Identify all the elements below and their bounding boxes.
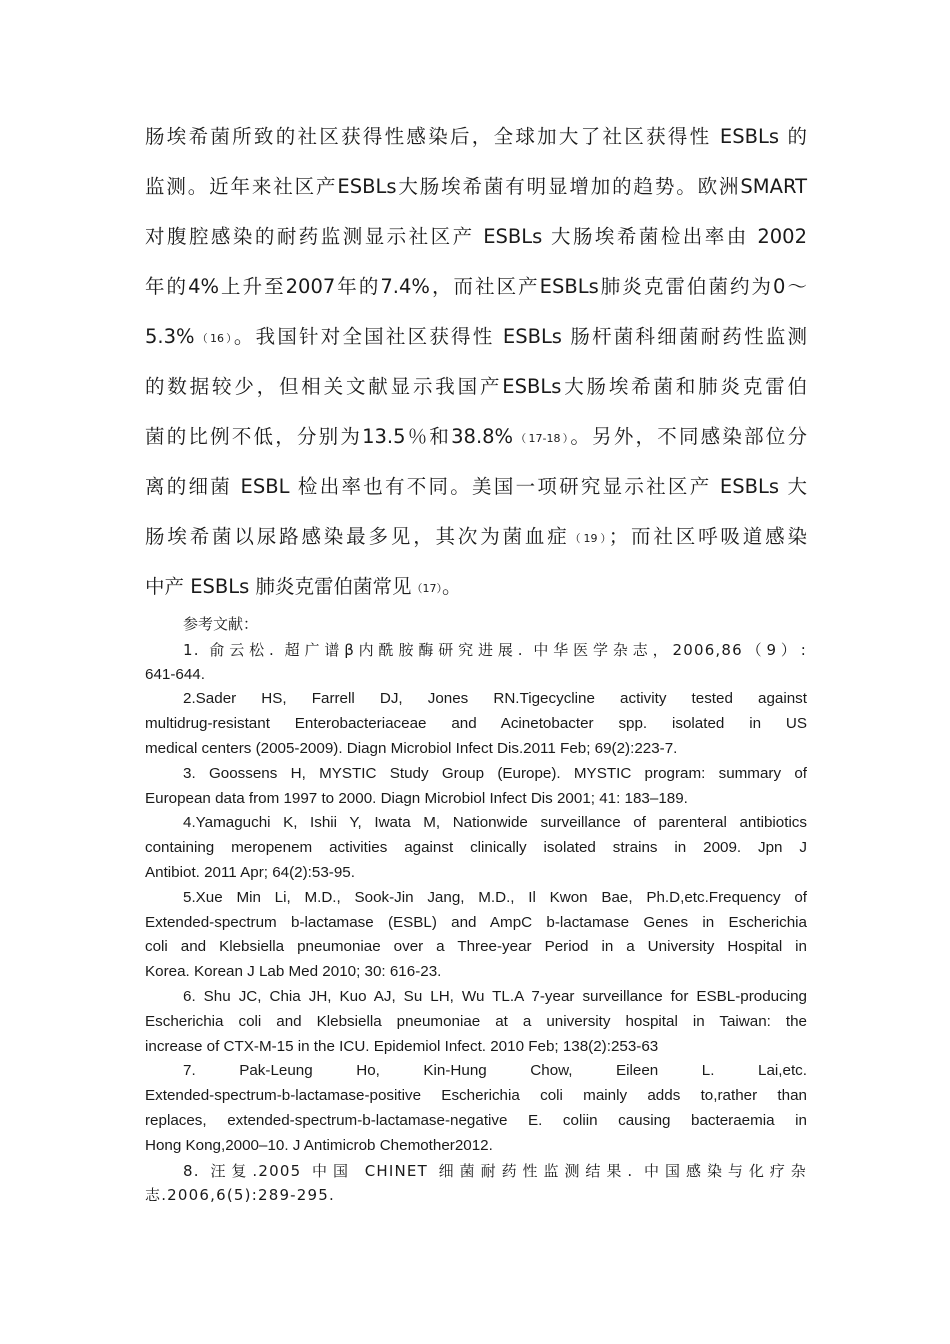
- reference-line: Escherichia coli and Klebsiella pneumoniae at a university hospital in Taiwan: the: [145, 1012, 807, 1030]
- line-text: 菌的比例不低，分别为13.5％和38.8%: [145, 425, 514, 448]
- citation-mark: （16）: [194, 332, 234, 345]
- reference-line: Extended-spectrum b-lactamase (ESBL) and AmpC b-lactamase Genes in Escherichia: [145, 913, 807, 931]
- reference-line: European data from 1997 to 2000. Diagn Microbiol Infect Dis 2001; 41: 183–189.: [145, 789, 688, 807]
- line-text: 对腹腔感染的耐药监测显示社区产 ESBLs 大肠埃希菌检出率由 2002: [145, 225, 807, 248]
- paragraph-line: [145, 562, 807, 612]
- reference-line: 6. Shu JC, Chia JH, Kuo AJ, Su LH, Wu TL.A 7-year surveillance for ESBL-producing: [183, 987, 807, 1005]
- line-text: 监测。近年来社区产ESBLs大肠埃希菌有明显增加的趋势。欧洲SMART: [145, 175, 807, 198]
- paragraph-line: [145, 412, 807, 462]
- reference-line: 志.2006,6(5):289-295.: [145, 1186, 335, 1205]
- reference-line: 3. Goossens H, MYSTIC Study Group (Europe). MYSTIC program: summary of: [183, 764, 807, 782]
- citation-mark: （19）: [569, 532, 609, 545]
- references-section: [145, 612, 807, 1208]
- reference-line: 4.Yamaguchi K, Ishii Y, Iwata M, Nationwide surveillance of parenteral antibiotics: [183, 814, 807, 832]
- reference-line: 1. 俞云松. 超广谱β内酰胺酶研究进展. 中华医学杂志，2006,86（9）:: [183, 640, 807, 659]
- reference-line: 641-644.: [145, 665, 205, 683]
- citation-mark: （17-18）: [513, 432, 571, 445]
- line-text-after: 。我国针对全国社区获得性 ESBLs 肠杆菌科细菌耐药性监测: [233, 325, 808, 348]
- line-text-after: ；而社区呼吸道感染: [608, 525, 807, 548]
- paragraph-line: [145, 262, 807, 312]
- paragraph-line: [145, 312, 807, 362]
- reference-line: Korea. Korean J Lab Med 2010; 30: 616-23.: [145, 963, 442, 981]
- line-text: 中产 ESBLs 肺炎克雷伯菌常见: [145, 575, 412, 598]
- line-text: 肠埃希菌所致的社区获得性感染后，全球加大了社区获得性 ESBLs 的: [145, 125, 807, 148]
- reference-line: 2.Sader HS, Farrell DJ, Jones RN.Tigecycline activity tested against: [183, 690, 807, 708]
- paragraph-line: [145, 112, 807, 162]
- reference-line: 8. 汪复.2005 中国 CHINET 细菌耐药性监测结果. 中国感染与化疗杂: [183, 1161, 807, 1180]
- body-paragraph: [145, 112, 807, 612]
- reference-line: 7. Pak-Leung Ho, Kin-Hung Chow, Eileen L. Lai,etc.: [183, 1062, 807, 1080]
- paragraph-line: [145, 162, 807, 212]
- reference-line: Hong Kong,2000–10. J Antimicrob Chemother2012.: [145, 1136, 493, 1154]
- reference-line: 5.Xue Min Li, M.D., Sook-Jin Jang, M.D., Il Kwon Bae, Ph.D,etc.Frequency of: [183, 888, 807, 906]
- line-text: 肠埃希菌以尿路感染最多见，其次为菌血症: [145, 525, 570, 548]
- references-list: [145, 638, 807, 1208]
- reference-line: coli and Klebsiella pneumoniae over a Three-year Period in a University Hospital in: [145, 938, 807, 956]
- reference-line: Antibiot. 2011 Apr; 64(2):53-95.: [145, 863, 355, 881]
- line-text: 年的4%上升至2007年的7.4%，而社区产ESBLs肺炎克雷伯菌约为0～: [145, 275, 807, 298]
- line-text: 的数据较少，但相关文献显示我国产ESBLs大肠埃希菌和肺炎克雷伯: [145, 375, 807, 398]
- reference-line: replaces, extended-spectrum-b-lactamase-negative E. coliin causing bacteraemia in: [145, 1111, 807, 1129]
- line-text: 离的细菌 ESBL 检出率也有不同。美国一项研究显示社区产 ESBLs 大: [145, 475, 807, 498]
- references-title: 参考文献：: [183, 615, 259, 633]
- reference-line: increase of CTX-M-15 in the ICU. Epidemiol Infect. 2010 Feb; 138(2):253-63: [145, 1037, 659, 1055]
- paragraph-line: [145, 362, 807, 412]
- paragraph-line: [145, 512, 807, 562]
- line-text: 5.3%: [145, 325, 195, 348]
- paragraph-line: [145, 462, 807, 512]
- reference-line: containing meropenem activities against clinically isolated strains in 2009. Jpn J: [145, 839, 807, 857]
- reference-line: medical centers (2005-2009). Diagn Microbiol Infect Dis.2011 Feb; 69(2):223-7.: [145, 739, 678, 757]
- citation-mark: （17）: [411, 582, 442, 595]
- reference-line: multidrug-resistant Enterobacteriaceae and Acinetobacter spp. isolated in US: [145, 715, 807, 733]
- line-text-after: 。: [442, 575, 462, 598]
- reference-line: Extended-spectrum-b-lactamase-positive Escherichia coli mainly adds to,rather than: [145, 1087, 807, 1105]
- paragraph-line: [145, 212, 807, 262]
- line-text-after: 。另外，不同感染部位分: [570, 425, 807, 448]
